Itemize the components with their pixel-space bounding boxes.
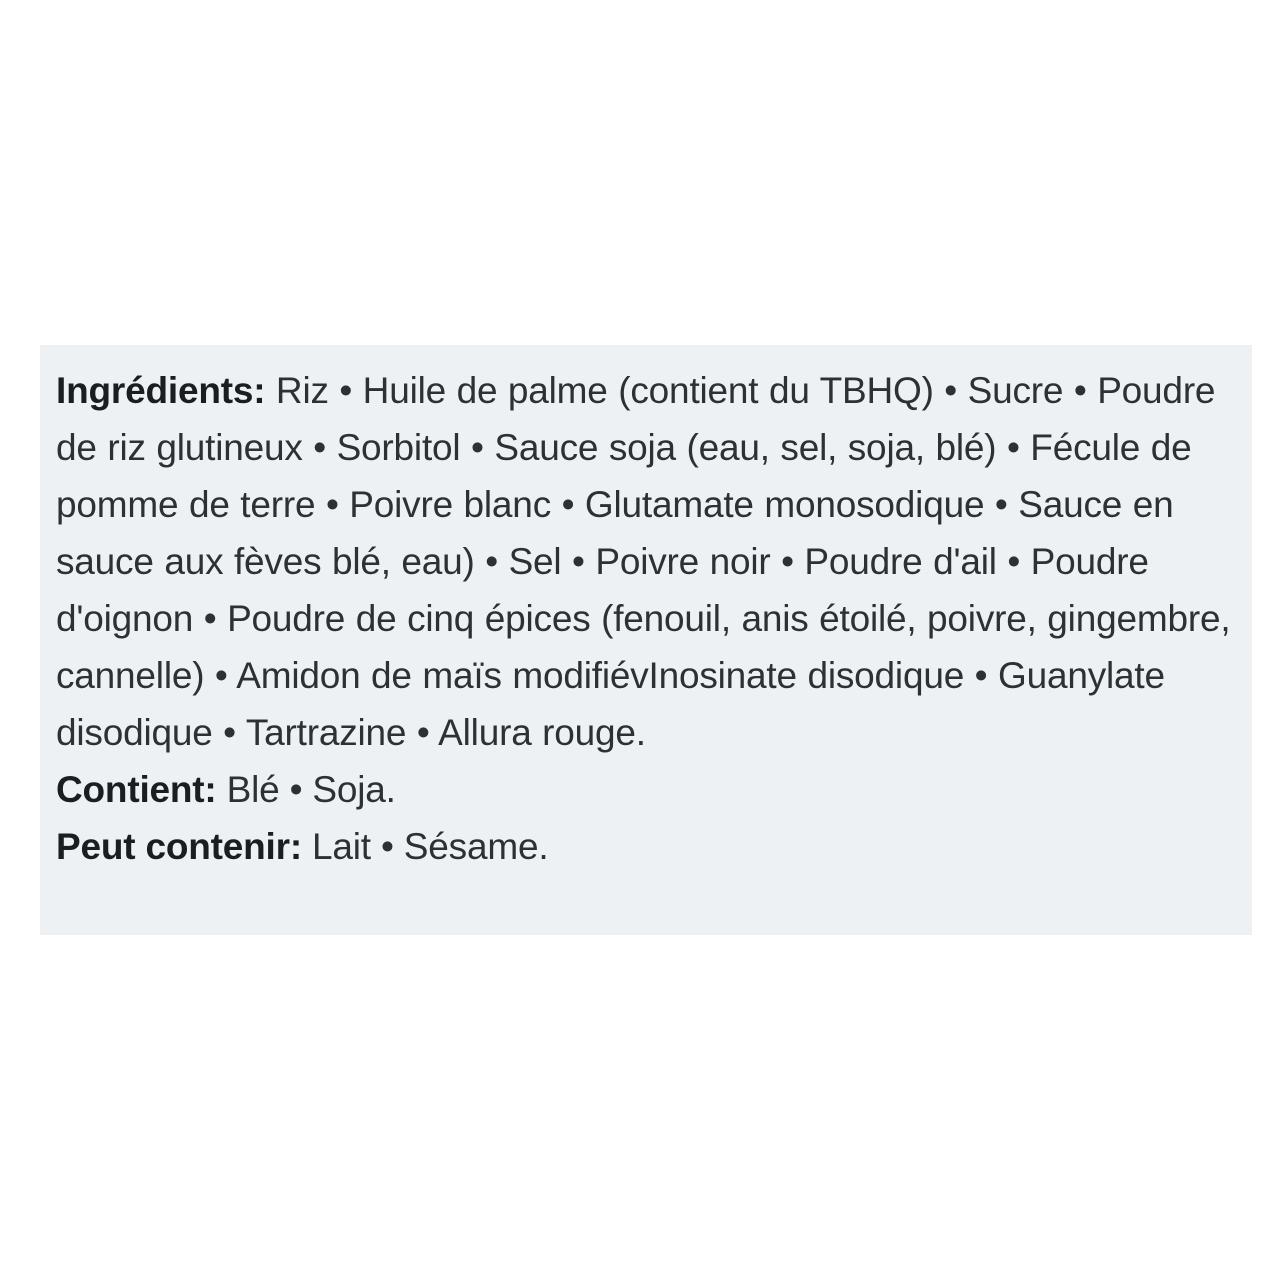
may-contain-text: Lait • Sésame.: [301, 826, 549, 867]
contains-paragraph: [56, 761, 1238, 818]
contains-heading: Contient:: [56, 769, 217, 810]
ingredients-paragraph: [56, 362, 1238, 761]
contains-text: Blé • Soja.: [216, 769, 396, 810]
ingredients-text: Riz • Huile de palme (contient du TBHQ) • Sucre • Poudre de riz glutineux • Sorbitol • Sauce soja (eau, sel, soja, blé) • Fécule de pomme de terre • Poivre blanc • Glutamate monosodique • Sauce en sauce aux fèves blé, eau) • Sel • Poivre noir • Poudre d'ail • Poudre d'oignon • Poudre de cinq épices (fenouil, anis étoilé, poivre, gingembre, cannelle) • Amidon de maïs modifiévInosinate disodique • Guanylate disodique • Tartrazine • Allura rouge.: [56, 370, 1231, 753]
may-contain-heading: Peut contenir:: [56, 826, 302, 867]
may-contain-paragraph: [56, 818, 1238, 875]
ingredients-heading: Ingrédients:: [56, 370, 266, 411]
ingredients-label-panel: [40, 345, 1252, 935]
label-text-container: [56, 362, 1238, 875]
